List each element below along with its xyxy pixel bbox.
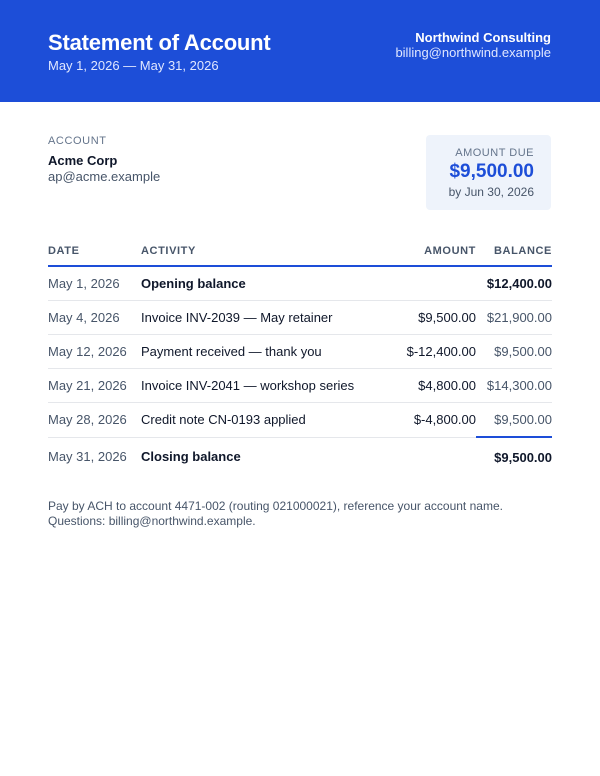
row-date: May 4, 2026 <box>48 301 141 335</box>
table-row <box>48 369 552 403</box>
account-email[interactable]: ap@acme.example <box>48 169 161 184</box>
row-balance: $9,500.00 <box>494 449 552 465</box>
questions-line: Questions: billing@northwind.example. <box>48 514 256 528</box>
payment-instructions <box>48 499 558 529</box>
row-activity: Closing balance <box>141 449 241 465</box>
table-row <box>48 301 552 335</box>
row-activity: Payment received — thank you <box>141 335 376 369</box>
amount-due-label: AMOUNT DUE <box>455 147 534 159</box>
row-amount: $-12,400.00 <box>376 335 476 369</box>
column-header-activity: ACTIVITY <box>141 236 376 266</box>
payment-instructions-line: Pay by ACH to account 4471-002 (routing 021000021), reference your account name. <box>48 499 503 513</box>
table-row <box>48 403 552 438</box>
row-activity: Opening balance <box>141 266 376 301</box>
row-activity: Invoice INV-2041 — workshop series <box>141 369 376 403</box>
column-header-balance: BALANCE <box>476 236 552 266</box>
column-header-amount: AMOUNT <box>376 236 476 266</box>
row-balance: $9,500.00 <box>476 335 552 369</box>
ledger-header-row <box>48 236 552 266</box>
statement-period: May 1, 2026 — May 31, 2026 <box>48 58 219 73</box>
company-email[interactable]: billing@northwind.example <box>395 45 551 60</box>
row-balance: $14,300.00 <box>476 369 552 403</box>
row-activity: Invoice INV-2039 — May retainer <box>141 301 376 335</box>
row-activity: Credit note CN-0193 applied <box>141 403 376 438</box>
amount-due-value: $9,500.00 <box>449 161 534 182</box>
amount-due-date: by Jun 30, 2026 <box>448 185 534 199</box>
column-header-date: DATE <box>48 236 141 266</box>
ledger-table <box>48 236 552 476</box>
row-amount: $4,800.00 <box>376 369 476 403</box>
row-amount <box>376 437 476 476</box>
row-date: May 21, 2026 <box>48 369 141 403</box>
row-date: May 31, 2026 <box>48 449 127 465</box>
row-amount <box>376 266 476 301</box>
row-balance: $21,900.00 <box>476 301 552 335</box>
account-name: Acme Corp <box>48 153 118 168</box>
row-date: May 28, 2026 <box>48 403 141 438</box>
company-name: Northwind Consulting <box>415 30 551 45</box>
table-row <box>48 266 552 301</box>
page-title: Statement of Account <box>48 30 271 55</box>
row-date: May 1, 2026 <box>48 266 141 301</box>
account-block <box>48 135 160 184</box>
amount-due-panel <box>426 135 551 210</box>
table-row-closing <box>48 437 552 476</box>
table-row <box>48 335 552 369</box>
row-amount: $-4,800.00 <box>376 403 476 438</box>
row-date: May 12, 2026 <box>48 335 141 369</box>
statement-header <box>0 0 600 102</box>
row-balance: $12,400.00 <box>476 266 552 301</box>
account-label: ACCOUNT <box>48 135 107 147</box>
row-amount: $9,500.00 <box>376 301 476 335</box>
row-balance: $9,500.00 <box>476 403 552 438</box>
